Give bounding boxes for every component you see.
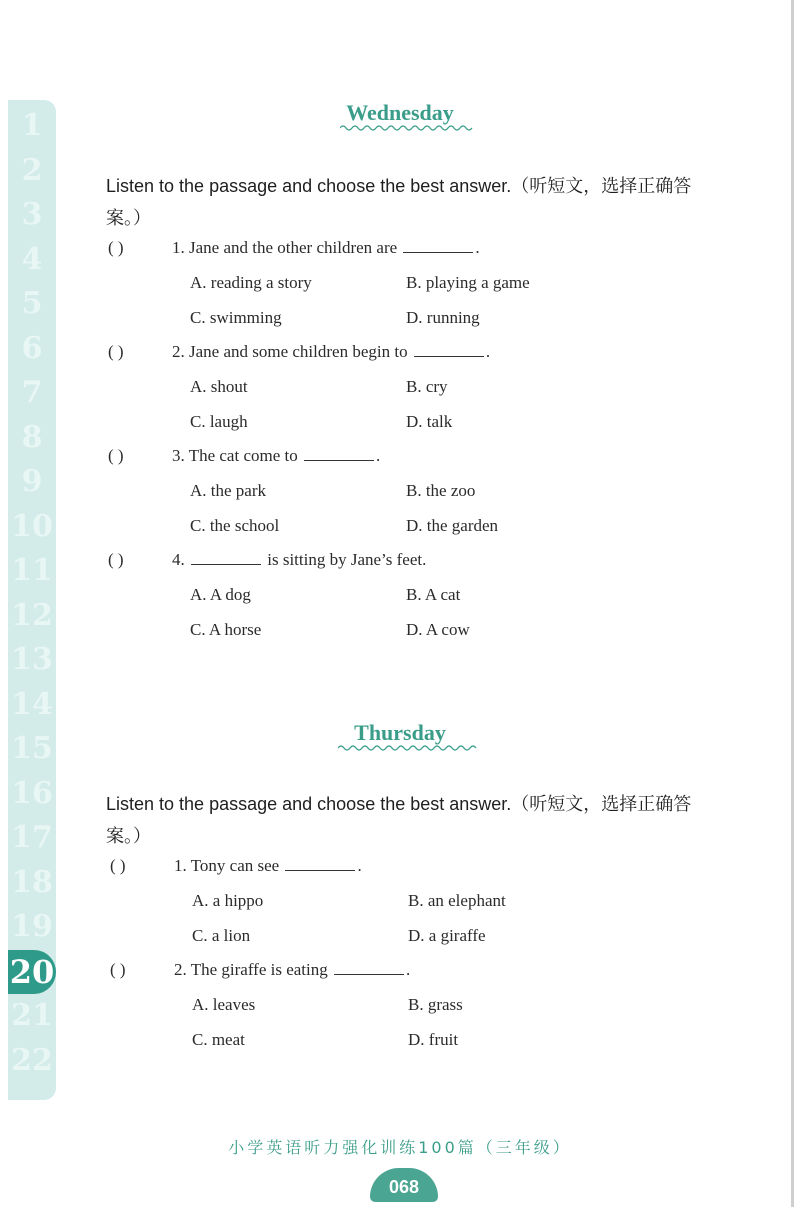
question-text: .	[485, 342, 491, 361]
title-underline-wave	[340, 124, 475, 132]
question-1	[108, 237, 480, 259]
side-tab-3: 3	[21, 197, 43, 232]
question-text: Jane and some children begin to	[189, 342, 408, 361]
option-a[interactable]: A. A dog	[190, 585, 251, 604]
side-tab-6: 6	[21, 330, 43, 366]
side-tab-strip	[8, 100, 56, 1100]
side-tab-21: 21	[11, 998, 53, 1033]
side-tab-9: 9	[21, 464, 43, 499]
side-tab-1: 1	[21, 108, 43, 143]
question-3	[108, 445, 380, 467]
question-number: 1.	[172, 238, 185, 257]
answer-bracket[interactable]: ( )	[108, 446, 124, 465]
side-tab-16: 16	[11, 775, 53, 811]
question-4	[108, 549, 426, 571]
option-d[interactable]: D. a giraffe	[408, 925, 486, 945]
side-tab-15: 15	[11, 731, 53, 766]
question-number: 2.	[174, 960, 187, 979]
title-underline-wave	[338, 744, 478, 752]
option-d[interactable]: D. talk	[406, 411, 453, 431]
option-d[interactable]: D. fruit	[408, 1029, 459, 1049]
side-tab-22: 22	[11, 1042, 53, 1078]
side-tab-7: 7	[21, 375, 43, 410]
answer-blank[interactable]	[191, 550, 261, 565]
option-d[interactable]: D. running	[406, 307, 480, 327]
option-a[interactable]: A. the park	[190, 481, 267, 500]
question-text: The giraffe is eating	[190, 960, 328, 979]
side-tab-14: 14	[11, 686, 53, 722]
question-number: 2.	[172, 342, 185, 361]
question-text: .	[475, 238, 480, 257]
option-c[interactable]: C. swimming	[190, 307, 282, 327]
option-b[interactable]: B. cry	[406, 377, 448, 396]
side-tab-12: 12	[11, 597, 53, 633]
question-text: is sitting by Jane’s feet.	[267, 550, 427, 569]
question-number: 4.	[172, 550, 185, 569]
section-title-thursday: Thursday	[354, 720, 446, 745]
option-c[interactable]: C. meat	[192, 1029, 245, 1049]
option-a[interactable]: A. a hippo	[192, 891, 264, 910]
answer-bracket[interactable]: ( )	[110, 960, 126, 979]
side-tab-13: 13	[11, 642, 53, 677]
answer-blank[interactable]	[304, 446, 374, 461]
question-text: Jane and the other children are	[189, 238, 398, 257]
side-tab-11: 11	[11, 553, 53, 588]
option-b[interactable]: B. an elephant	[408, 891, 506, 910]
page-number: 068	[370, 1168, 438, 1202]
answer-blank[interactable]	[414, 342, 484, 357]
question-2	[110, 959, 410, 981]
option-b[interactable]: B. A cat	[406, 585, 461, 604]
side-tab-2: 2	[21, 152, 43, 188]
option-b[interactable]: B. grass	[408, 995, 463, 1014]
option-b[interactable]: B. playing a game	[406, 273, 530, 292]
option-d[interactable]: D. A cow	[406, 619, 470, 639]
page-edge	[791, 0, 794, 1207]
answer-bracket[interactable]: ( )	[108, 550, 124, 569]
option-c[interactable]: C. A horse	[190, 619, 262, 639]
book-title: 小学英语听力强化训练100篇（三年级）	[228, 1138, 572, 1157]
option-c[interactable]: C. laugh	[190, 411, 248, 431]
side-tab-18: 18	[11, 864, 53, 900]
section-title-wednesday: Wednesday	[346, 100, 454, 125]
answer-bracket[interactable]: ( )	[108, 342, 124, 361]
option-b[interactable]: B. the zoo	[406, 481, 476, 500]
side-tab-20: 20	[8, 950, 56, 994]
answer-blank[interactable]	[403, 238, 473, 253]
question-1	[110, 855, 362, 877]
question-2	[108, 341, 490, 363]
side-tab-4: 4	[21, 241, 43, 277]
question-text: The cat come to	[188, 446, 298, 465]
option-c[interactable]: C. a lion	[192, 925, 251, 945]
question-number: 1.	[174, 856, 187, 875]
question-text: .	[357, 856, 362, 875]
option-c[interactable]: C. the school	[190, 515, 280, 535]
answer-bracket[interactable]: ( )	[108, 238, 124, 257]
side-tab-19: 19	[11, 909, 53, 944]
side-tab-17: 17	[11, 820, 53, 855]
question-text: .	[375, 446, 381, 465]
option-a[interactable]: A. reading a story	[190, 273, 312, 292]
instruction-text: Listen to the passage and choose the best answer.（听短文，选择正确答案。）	[106, 176, 692, 228]
option-a[interactable]: A. leaves	[192, 995, 256, 1014]
instruction-text: Listen to the passage and choose the best answer.（听短文，选择正确答案。）	[106, 794, 692, 846]
option-a[interactable]: A. shout	[190, 377, 248, 396]
side-tab-10: 10	[11, 508, 53, 544]
side-tab-5: 5	[21, 286, 43, 321]
answer-blank[interactable]	[285, 856, 355, 871]
question-number: 3.	[172, 446, 185, 465]
answer-bracket[interactable]: ( )	[110, 856, 126, 875]
question-text: Tony can see	[190, 856, 280, 875]
answer-blank[interactable]	[334, 960, 404, 975]
side-tab-8: 8	[21, 419, 43, 455]
option-d[interactable]: D. the garden	[406, 515, 499, 535]
question-text: .	[406, 960, 411, 979]
